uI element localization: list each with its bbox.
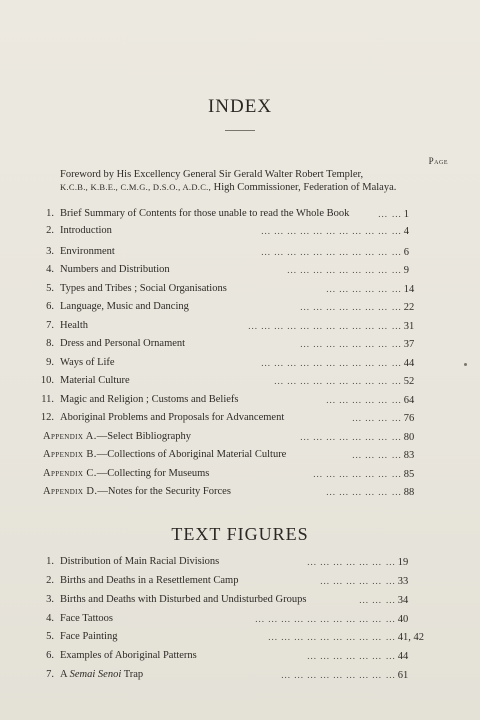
leader-dots: ... [386, 614, 396, 624]
leader-dots: ... ... ... ... ... [320, 576, 382, 586]
leader-dots: ... ... ... ... ... ... ... ... ... ... [261, 247, 388, 257]
figure-entry [0, 648, 480, 664]
entry-number: 9. [46, 357, 54, 368]
figure-title: Examples of Aboriginal Patterns [60, 650, 197, 661]
leader-dots: ... [386, 632, 396, 642]
leader-dots: ... [386, 576, 396, 586]
leader-dots: ... [392, 209, 402, 219]
page-number: 4 [403, 226, 409, 237]
page-number: 31 [403, 321, 415, 332]
figure-page [386, 573, 448, 590]
entry-number: 3. [46, 246, 54, 257]
leader-dots: ... ... ... ... ... ... [313, 469, 388, 479]
figure-entry [0, 573, 480, 589]
index-entry [0, 223, 480, 239]
foreword-entry [60, 168, 450, 194]
entry-page [392, 484, 454, 501]
figure-entry [0, 667, 480, 683]
entry-title: Aboriginal Problems and Proposals for Advancement [60, 412, 285, 423]
page-number: 1 [403, 209, 409, 220]
figure-number: 3. [46, 594, 54, 605]
page-column-label: Page [428, 156, 448, 166]
entry-page [392, 318, 454, 335]
leader-dots: ... ... ... ... ... ... ... ... [281, 670, 382, 680]
entry-title: Numbers and Distribution [60, 264, 170, 275]
figure-title-italic: Semai Senoi [69, 669, 122, 680]
figure-entry [0, 592, 480, 608]
index-entry [0, 336, 480, 352]
leader-dots: ... ... ... ... ... ... ... ... [287, 265, 388, 275]
leader-dots: ... [386, 595, 396, 605]
figure-page [386, 667, 448, 684]
index-entry [0, 410, 480, 426]
foreword-line: Foreword by His Excellency General Sir Gerald Walter Robert Templer, [60, 169, 364, 180]
leader-dots: ... [392, 302, 402, 312]
appendix-title: —Collections of Aboriginal Material Culture [96, 449, 287, 460]
leader-dots: ... ... ... ... ... ... [307, 651, 382, 661]
page-number: 9 [403, 265, 409, 276]
page-number: 88 [403, 487, 415, 498]
page-number: 76 [403, 413, 415, 424]
entry-title: Ways of Life [60, 357, 115, 368]
entry-page [392, 299, 454, 316]
leader-dots: ... [392, 413, 402, 423]
figure-number: 7. [46, 669, 54, 680]
appendix-title-group [43, 466, 209, 482]
entry-page [392, 281, 454, 298]
entry-page [392, 206, 454, 223]
page-number: 14 [403, 284, 415, 295]
figure-page [386, 611, 448, 628]
page-number: 80 [403, 432, 415, 443]
index-entry [0, 206, 480, 222]
page-number: 19 [397, 557, 409, 568]
leader-dots: ... ... ... ... ... ... ... ... ... [268, 632, 382, 642]
entry-page [392, 355, 454, 372]
entry-page [392, 466, 454, 483]
figure-title [60, 667, 143, 683]
entry-title: Environment [60, 246, 115, 257]
appendix-entry [0, 447, 480, 463]
figure-page [386, 554, 448, 571]
page-number: 6 [403, 247, 409, 258]
text-figures-heading: TEXT FIGURES [171, 524, 309, 544]
page-number: 85 [403, 469, 415, 480]
index-entry [0, 355, 480, 371]
figure-title: Distribution of Main Racial Divisions [60, 556, 220, 567]
leader-dots: ... [392, 432, 402, 442]
entry-page [392, 244, 454, 261]
leader-dots: ... ... ... ... ... ... ... [300, 339, 388, 349]
page-number: 61 [397, 670, 409, 681]
leader-dots: ... ... ... ... ... ... ... ... ... ... [261, 226, 388, 236]
paper-speck [464, 363, 467, 366]
entry-title: Dress and Personal Ornament [60, 338, 186, 349]
leader-dots: ... [392, 284, 402, 294]
page-number: 34 [397, 595, 409, 606]
entry-number: 2. [46, 225, 54, 236]
figure-entry [0, 554, 480, 570]
appendix-label: Appendix D. [43, 486, 98, 497]
appendix-title-group [43, 484, 231, 500]
entry-title: Brief Summary of Contents for those unable to read the Whole Book [60, 208, 350, 219]
figure-number: 2. [46, 575, 54, 586]
page-number: 33 [397, 576, 409, 587]
leader-dots: ... ... ... ... ... ... ... ... ... [274, 376, 388, 386]
entry-title: Material Culture [60, 375, 130, 386]
appendix-label: Appendix A. [43, 431, 97, 442]
figure-number: 5. [46, 631, 54, 642]
page-number: 37 [403, 339, 415, 350]
index-entry [0, 244, 480, 260]
leader-dots: ... [392, 395, 402, 405]
index-heading: INDEX [207, 96, 273, 117]
figure-title: Births and Deaths with Disturbed and Undisturbed Groups [60, 594, 307, 605]
leader-dots: ... ... ... ... ... ... ... [300, 432, 388, 442]
entry-page [392, 447, 454, 464]
page-number: 64 [403, 395, 415, 406]
entry-page [392, 262, 454, 279]
leader-dots: ... [392, 247, 402, 257]
index-entry [0, 281, 480, 297]
entry-title: Introduction [60, 225, 112, 236]
appendix-title: —Notes for the Security Forces [97, 486, 231, 497]
entry-page [392, 223, 454, 240]
entry-number: 10. [40, 375, 54, 386]
appendix-label: Appendix B. [43, 449, 97, 460]
page-number: 40 [397, 614, 409, 625]
leader-dots: ... [392, 321, 402, 331]
appendix-entry [0, 466, 480, 482]
page-number: 83 [403, 450, 415, 461]
leader-dots: ... [392, 450, 402, 460]
entry-number: 11. [41, 394, 54, 405]
figure-title-post: Trap [121, 669, 144, 680]
figure-number: 4. [46, 613, 54, 624]
entry-page [392, 336, 454, 353]
leader-dots: ... [378, 209, 388, 219]
leader-dots: ... ... ... ... ... ... ... ... ... ... [255, 614, 382, 624]
page-number: 44 [403, 358, 415, 369]
entry-number: 6. [46, 301, 54, 312]
leader-dots: ... [392, 376, 402, 386]
figure-entry [0, 629, 480, 645]
entry-page [392, 429, 454, 446]
appendix-label: Appendix C. [43, 468, 97, 479]
index-entry [0, 392, 480, 408]
page-number: 22 [403, 302, 415, 313]
index-entry [0, 373, 480, 389]
leader-dots: ... ... ... ... ... [326, 284, 388, 294]
leader-dots: ... ... ... ... ... [326, 395, 388, 405]
leader-dots: ... [392, 469, 402, 479]
leader-dots: ... [392, 265, 402, 275]
appendix-title: —Select Bibliography [96, 431, 191, 442]
entry-page [392, 392, 454, 409]
leader-dots: ... ... ... ... ... ... ... [300, 302, 388, 312]
entry-number: 7. [46, 320, 54, 331]
figure-page [386, 592, 448, 609]
foreword-line-2: High Commissioner, Federation of Malaya. [213, 182, 397, 193]
page-number: 52 [403, 376, 415, 387]
page-number: 41, 42 [397, 632, 424, 643]
page-number: 44 [397, 651, 409, 662]
foreword-credentials: K.C.B., K.B.E., C.M.G., D.S.O., A.D.C., [60, 182, 212, 192]
entry-title: Language, Music and Dancing [60, 301, 189, 312]
entry-title: Health [60, 320, 88, 331]
leader-dots: ... ... ... ... ... [326, 487, 388, 497]
entry-number: 12. [40, 412, 54, 423]
index-entry [0, 318, 480, 334]
figure-title: Face Tattoos [60, 613, 114, 624]
leader-dots: ... ... ... ... ... ... ... ... ... ... ... [248, 321, 388, 331]
leader-dots: ... [392, 487, 402, 497]
leader-dots: ... ... ... ... ... ... [307, 557, 382, 567]
leader-dots: ... [392, 358, 402, 368]
appendix-title-group [43, 429, 191, 445]
entry-page [392, 373, 454, 390]
leader-dots: ... ... ... [352, 450, 388, 460]
figure-number: 1. [46, 556, 54, 567]
entry-number: 1. [46, 208, 54, 219]
leader-dots: ... ... [359, 595, 382, 605]
appendix-title: —Collecting for Museums [96, 468, 210, 479]
leader-dots: ... [386, 557, 396, 567]
index-entry [0, 299, 480, 315]
leader-dots: ... ... ... [352, 413, 388, 423]
entry-number: 8. [46, 338, 54, 349]
figure-title: Face Painting [60, 631, 118, 642]
entry-number: 5. [46, 283, 54, 294]
index-entry [0, 262, 480, 278]
figure-entry [0, 611, 480, 627]
appendix-entry [0, 429, 480, 445]
leader-dots: ... [386, 670, 396, 680]
heading-rule [225, 130, 255, 131]
entry-page [392, 410, 454, 427]
figure-title: Births and Deaths in a Resettlement Camp [60, 575, 239, 586]
leader-dots: ... [392, 226, 402, 236]
leader-dots: ... [392, 339, 402, 349]
figure-number: 6. [46, 650, 54, 661]
entry-title: Magic and Religion ; Customs and Beliefs [60, 394, 239, 405]
appendix-entry [0, 484, 480, 500]
figure-page [386, 648, 448, 665]
figure-title-pre: A [60, 669, 70, 680]
figure-page [386, 629, 448, 646]
entry-number: 4. [46, 264, 54, 275]
appendix-title-group [43, 447, 286, 463]
leader-dots: ... ... ... ... ... ... ... ... ... ... [261, 358, 388, 368]
leader-dots: ... [386, 651, 396, 661]
entry-title: Types and Tribes ; Social Organisations [60, 283, 227, 294]
